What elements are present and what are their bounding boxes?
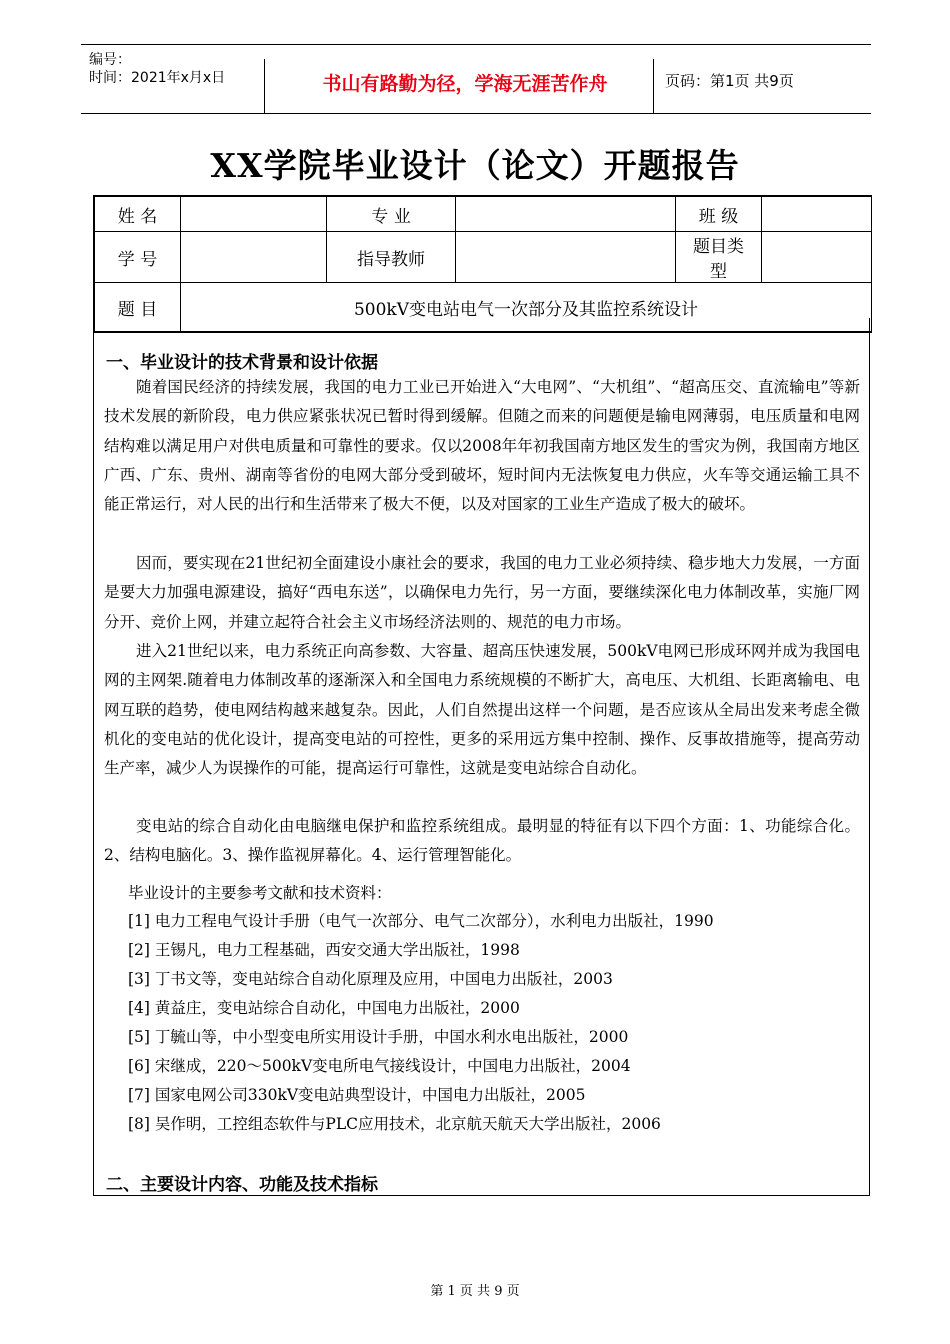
list-item: [8] 吴作明，工控组态软件与PLC应用技术，北京航天航天大学出版社，2006	[128, 1115, 661, 1133]
advisor-label: 指导教师	[327, 232, 456, 283]
time-label: 时间：2021年x月x日	[89, 70, 226, 86]
table-row	[95, 232, 872, 283]
page-footer: 第 1 页 共 9 页	[430, 1284, 520, 1299]
paragraph: 变电站的综合自动化由电脑继电保护和监控系统组成。最明显的特征有以下四个方面：1、功能综合化。2、结构电脑化。3、操作监视屏幕化。4、运行管理智能化。	[104, 817, 860, 865]
topic-type-value[interactable]	[762, 232, 872, 283]
header-divider	[264, 59, 265, 113]
list-item: [5] 丁毓山等，中小型变电所实用设计手册，中国水利水电出版社，2000	[128, 1028, 629, 1046]
paragraph: 因而，要实现在21世纪初全面建设小康社会的要求，我国的电力工业必须持续、稳步地大力发展，一方面是要大力加强电源建设，搞好“西电东送”，以确保电力先行，另一方面，要继续深化电力体制改革，实施厂网分开、竞价上网，并建立起符合社会主义市场经济法则的、规范的电力市场。	[104, 554, 860, 631]
report-body	[93, 318, 870, 1196]
list-item: [1] 电力工程电气设计手册（电气一次部分、电气二次部分），水利电力出版社，1990	[128, 912, 714, 930]
header-motto: 书山有路勤为径，学海无涯苦作舟	[322, 73, 608, 95]
name-value[interactable]	[181, 197, 327, 232]
code-label: 编号：	[89, 52, 131, 68]
list-item: [6] 宋继成，220～500kV变电所电气接线设计，中国电力出版社，2004	[128, 1057, 631, 1075]
student-id-label: 学 号	[95, 232, 181, 283]
section-heading: 二、主要设计内容、功能及技术指标	[106, 1175, 378, 1195]
reference-list	[128, 907, 714, 1139]
list-item: [2] 王锡凡，电力工程基础，西安交通大学出版社，1998	[128, 941, 520, 959]
list-item: [3] 丁书文等，变电站综合自动化原理及应用，中国电力出版社，2003	[128, 970, 613, 988]
document-title: XX学院毕业设计（论文）开题报告	[210, 146, 740, 185]
page-header	[81, 44, 871, 114]
major-label: 专 业	[327, 197, 456, 232]
references-intro: 毕业设计的主要参考文献和技术资料：	[128, 884, 392, 902]
topic-value: 500kV变电站电气一次部分及其监控系统设计	[181, 283, 872, 332]
topic-type-label: 题目类型	[676, 232, 762, 283]
header-divider	[653, 59, 654, 113]
paragraph: 进入21世纪以来，电力系统正向高参数、大容量、超高压快速发展，500kV电网已形成环网并成为我国电网的主网架.随着电力体制改革的逐渐深入和全国电力系统规模的不断扩大，高电压、大机组、长距离输电、电网互联的趋势，使电网结构越来越复杂。因此，人们自然提出这样一个问题，是否应该从全局出发来考虑全微机化的变电站的优化设计，提高变电站的可控性，更多的采用远方集中控制、操作、反事故措施等，提高劳动生产率，减少人为误操作的可能，提高运行可靠性，这就是变电站综合自动化。	[104, 642, 860, 778]
section-heading: 一、毕业设计的技术背景和设计依据	[106, 353, 378, 373]
student-id-value[interactable]	[181, 232, 327, 283]
table-row	[95, 197, 872, 232]
major-value[interactable]	[456, 197, 676, 232]
list-item: [4] 黄益庄，变电站综合自动化，中国电力出版社，2000	[128, 999, 520, 1017]
class-value[interactable]	[762, 197, 872, 232]
class-label: 班 级	[676, 197, 762, 232]
header-page-info: 页码：第1页 共9页	[665, 72, 794, 90]
advisor-value[interactable]	[456, 232, 676, 283]
list-item: [7] 国家电网公司330kV变电站典型设计，中国电力出版社，2005	[128, 1086, 586, 1104]
paragraph: 随着国民经济的持续发展，我国的电力工业已开始进入“大电网”、“大机组”、“超高压交、直流输电”等新技术发展的新阶段，电力供应紧张状况已暂时得到缓解。但随之而来的问题便是输电网薄弱，电压质量和电网结构难以满足用户对供电质量和可靠性的要求。仅以2008年年初我国南方地区发生的雪灾为例，我国南方地区广西、广东、贵州、湖南等省份的电网大部分受到破坏，短时间内无法恢复电力供应，火车等交通运输工具不能正常运行，对人民的出行和生活带来了极大不便，以及对国家的工业生产造成了极大的破坏。	[104, 378, 860, 514]
name-label: 姓 名	[95, 197, 181, 232]
topic-label: 题 目	[95, 283, 181, 332]
info-table	[93, 195, 872, 333]
